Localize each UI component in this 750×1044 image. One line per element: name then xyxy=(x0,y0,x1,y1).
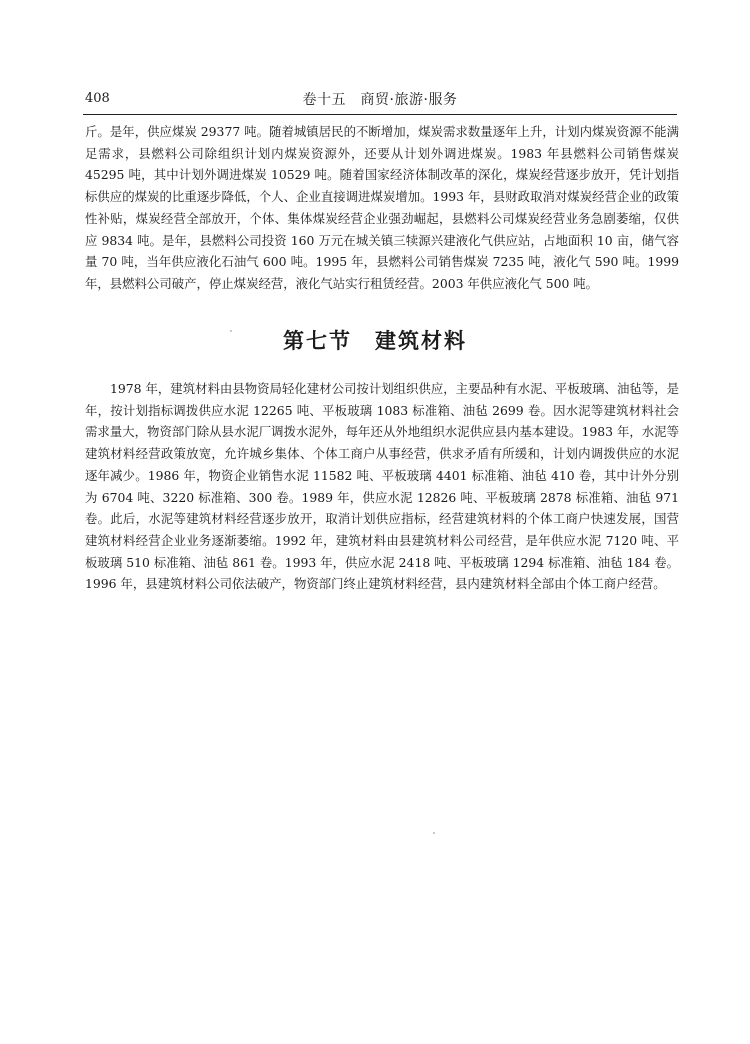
page-number: 408 xyxy=(85,91,110,106)
page-header xyxy=(83,88,677,115)
body-paragraph-2: 1978 年，建筑材料由县物资局轻化建材公司按计划组织供应，主要品种有水泥、平板玻璃、油毡等，是年，按计划指标调拨供应水泥 12265 吨、平板玻璃 1083 标准箱、油毡 2699 卷。因水泥等建筑材料社会需求量大，物资部门除从县水泥厂调拨水泥外，每年还从外地组织水泥供应县内基本建设。1983 年，水泥等建筑材料经营政策放宽，允许城乡集体、个体工商户从事经营，供求矛盾有所缓和，计划内调拨供应的水泥逐年减少。1986 年，物资企业销售水泥 11582 吨、平板玻璃 4401 标准箱、油毡 410 卷，其中计外分别为 6704 吨、3220 标准箱、300 卷。1989 年，供应水泥 12826 吨、平板玻璃 2878 标准箱、油毡 971 卷。此后，水泥等建筑材料经营逐步放开，取消计划供应指标，经营建筑材料的个体工商户快速发展，国营建筑材料经营企业业务逐渐萎缩。1992 年，建筑材料由县建筑材料公司经营，是年供应水泥 7120 吨、平板玻璃 510 标准箱、油毡 861 卷。1993 年，供应水泥 2418 吨、平板玻璃 1294 标准箱、油毡 184 卷。1996 年，县建筑材料公司依法破产，物资部门终止建筑材料经营，县内建筑材料全部由个体工商户经营。 xyxy=(85,381,679,592)
scan-speck xyxy=(433,832,435,834)
section-heading: 第七节 建筑材料 xyxy=(283,329,467,353)
scan-speck xyxy=(230,330,232,332)
body-paragraph-1: 斤。是年，供应煤炭 29377 吨。随着城镇居民的不断增加，煤炭需求数量逐年上升，计划内煤炭资源不能满足需求，县燃料公司除组织计划内煤炭资源外，还要从计划外调进煤炭。1983 年县燃料公司销售煤炭 45295 吨，其中计划外调进煤炭 10529 吨。随着国家经济体制改革的深化，煤炭经营逐步放开，凭计划指标供应的煤炭的比重逐步降低，个人、企业直接调进煤炭增加。1993 年，县财政取消对煤炭经营企业的政策性补贴，煤炭经营全部放开，个体、集体煤炭经营企业强劲崛起，县燃料公司煤炭经营业务急剧萎缩，仅供应 9834 吨。是年，县燃料公司投资 160 万元在城关镇三犊源兴建液化气供应站，占地面积 10 亩，储气容量 70 吨，当年供应液化石油气 600 吨。1995 年，县燃料公司销售煤炭 7235 吨，液化气 590 吨。1999 年，县燃料公司破产，停止煤炭经营，液化气站实行租赁经营。2003 年供应液化气 500 吨。 xyxy=(85,124,679,291)
running-title: 卷十五 商贸·旅游·服务 xyxy=(302,92,458,108)
